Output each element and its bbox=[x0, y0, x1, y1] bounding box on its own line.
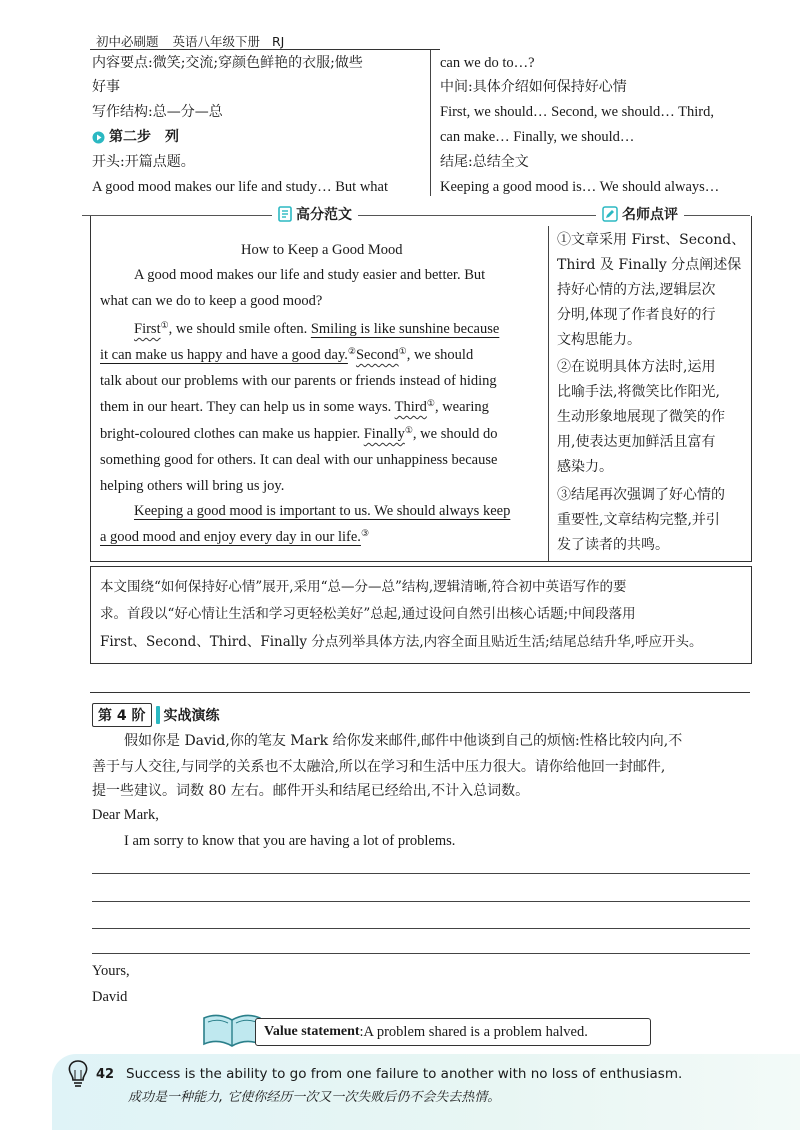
essay-line: what can we do to keep a good mood? bbox=[100, 293, 323, 309]
highlighted-sentence: a good mood and enjoy every day in our life. bbox=[100, 529, 361, 545]
header-edition: RJ bbox=[272, 34, 285, 49]
prompt-line: 假如你是 David,你的笔友 Mark 给你发来邮件,邮件中他谈到自己的烦恼:性格比较内向,不 bbox=[124, 733, 683, 749]
outline-left-line: 内容要点:微笑;交流;穿颜色鲜艳的衣服;做些 bbox=[92, 55, 363, 71]
practice-heading bbox=[92, 703, 220, 727]
sample-banner-label: 高分范文 bbox=[296, 207, 352, 223]
value-statement bbox=[255, 1018, 651, 1046]
value-text: :A problem shared is a problem halved. bbox=[359, 1023, 588, 1040]
essay-line bbox=[100, 528, 369, 546]
email-signature: David bbox=[92, 989, 128, 1005]
comment-line: 生动形象地展现了微笑的作 bbox=[557, 409, 725, 425]
essay-line bbox=[134, 502, 510, 520]
prompt-line: 提一些建议。词数 80 左右。邮件开头和结尾已经给出,不计入总词数。 bbox=[92, 783, 530, 799]
comment-banner bbox=[596, 204, 684, 224]
comment-line: 用,使表达更加鲜活且富有 bbox=[557, 434, 716, 450]
comment-line: 文构思能力。 bbox=[557, 332, 641, 348]
step-label: 第二步 列 bbox=[109, 129, 179, 145]
comment-line: 重要性,文章结构完整,并引 bbox=[557, 512, 720, 528]
essay-line: helping others will bring us joy. bbox=[100, 478, 285, 494]
footer-quote-chinese: 成功是一种能力, 它使你经历一次又一次失败后仍不会失去热情。 bbox=[128, 1090, 501, 1105]
comment-line: ②在说明具体方法时,运用 bbox=[557, 359, 716, 375]
comment-marker: ① bbox=[160, 320, 169, 330]
comment-marker: ① bbox=[398, 346, 407, 356]
transition-word: Third bbox=[394, 399, 427, 415]
highlighted-sentence: Keeping a good mood is important to us. We should always keep bbox=[134, 503, 511, 519]
practice-rule bbox=[90, 692, 750, 693]
outline-column-divider bbox=[430, 50, 431, 196]
outline-right-line: 中间:具体介绍如何保持好心情 bbox=[440, 79, 627, 95]
summary-line: First、Second、Third、Finally 分点列举具体方法,内容全面且贴近生活;结尾总结升华,呼应开头。 bbox=[100, 634, 703, 650]
outline-right-line: can make… Finally, we should… bbox=[440, 129, 635, 145]
essay-comment-divider bbox=[548, 226, 549, 561]
comment-marker: ② bbox=[347, 346, 356, 356]
transition-word: Finally bbox=[363, 426, 405, 442]
essay-text: , we should smile often. bbox=[168, 321, 311, 337]
essay-line: talk about our problems with our parents or friends instead of hiding bbox=[100, 373, 497, 389]
comment-marker: ③ bbox=[360, 528, 370, 538]
email-opening: I am sorry to know that you are having a lot of problems. bbox=[124, 833, 456, 849]
outline-right-line: First, we should… Second, we should… Third, bbox=[440, 104, 715, 120]
header-rule bbox=[90, 49, 440, 50]
outline-right-line: can we do to…? bbox=[440, 55, 535, 71]
essay-line: something good for others. It can deal with our unhappiness because bbox=[100, 452, 498, 468]
outline-left-line: 开头:开篇点题。 bbox=[92, 154, 195, 170]
answer-line[interactable] bbox=[92, 953, 750, 954]
essay-line bbox=[134, 320, 499, 338]
highlighted-sentence: it can make us happy and have a good day. bbox=[100, 347, 348, 363]
email-greeting: Dear Mark, bbox=[92, 807, 159, 823]
outline-left-line: 好事 bbox=[92, 79, 120, 95]
comment-marker: ① bbox=[426, 398, 435, 408]
running-header bbox=[96, 32, 284, 50]
prompt-line: 善于与人交往,与同学的关系也不太融洽,所以在学习和生活中压力很大。请你给他回一封邮件, bbox=[92, 759, 666, 775]
outline-left-line: A good mood makes our life and study… But what bbox=[92, 179, 389, 195]
comment-line: ③结尾再次强调了好心情的 bbox=[557, 487, 725, 503]
outline-right-line: 结尾:总结全文 bbox=[440, 154, 529, 170]
comment-banner-label: 名师点评 bbox=[622, 207, 678, 223]
email-closing: Yours, bbox=[92, 963, 130, 979]
summary-line: 求。首段以“好心情让生活和学习更轻松美好”总起,通过设问自然引出核心话题;中间段落用 bbox=[100, 606, 636, 622]
essay-text: , we should do bbox=[412, 426, 498, 442]
essay-line bbox=[100, 398, 489, 416]
comment-marker: ① bbox=[404, 425, 413, 435]
answer-line[interactable] bbox=[92, 901, 750, 902]
answer-line[interactable] bbox=[92, 928, 750, 929]
essay-line bbox=[100, 425, 498, 443]
essay-text: bright-coloured clothes can make us happier. bbox=[100, 426, 364, 442]
comment-line: ①文章采用 First、Second、 bbox=[557, 232, 746, 248]
play-circle-icon bbox=[92, 131, 105, 144]
practice-title: 实战演练 bbox=[163, 708, 220, 724]
comment-line: 发了读者的共鸣。 bbox=[557, 537, 669, 553]
accent-bar bbox=[156, 706, 160, 724]
step-heading bbox=[92, 128, 179, 146]
value-label: Value statement bbox=[264, 1024, 360, 1039]
outline-left-line: 写作结构:总—分—总 bbox=[92, 104, 223, 120]
sample-banner bbox=[272, 204, 358, 224]
outline-right-line: Keeping a good mood is… We should always… bbox=[440, 179, 720, 195]
transition-word: First bbox=[134, 321, 161, 337]
document-icon bbox=[278, 206, 292, 222]
essay-line bbox=[100, 346, 473, 364]
answer-line[interactable] bbox=[92, 873, 750, 874]
comment-line: Third 及 Finally 分点阐述保 bbox=[557, 257, 742, 273]
summary-line: 本文围绕“如何保持好心情”展开,采用“总—分—总”结构,逻辑清晰,符合初中英语写作的要 bbox=[100, 579, 627, 595]
header-subject: 英语八年级下册 bbox=[172, 34, 261, 49]
essay-text: , we should bbox=[406, 347, 474, 363]
highlighted-sentence: Smiling is like sunshine because bbox=[310, 321, 500, 337]
comment-line: 比喻手法,将微笑比作阳光, bbox=[557, 384, 720, 400]
essay-text: , wearing bbox=[434, 399, 489, 415]
essay-title: How to Keep a Good Mood bbox=[241, 242, 403, 258]
transition-word: Second bbox=[355, 347, 399, 363]
header-book: 初中必刷题 bbox=[96, 34, 159, 49]
comment-line: 持好心情的方法,逻辑层次 bbox=[557, 282, 716, 298]
practice-stage: 第 4 阶 bbox=[92, 703, 152, 727]
essay-line: A good mood makes our life and study easier and better. But bbox=[134, 267, 486, 283]
essay-text: them in our heart. They can help us in some ways. bbox=[100, 399, 395, 415]
comment-line: 感染力。 bbox=[557, 459, 613, 475]
footer-quote-english: Success is the ability to go from one failure to another with no loss of enthusiasm. bbox=[126, 1066, 683, 1082]
lightbulb-icon bbox=[64, 1058, 92, 1088]
comment-line: 分明,体现了作者良好的行 bbox=[557, 307, 716, 323]
pencil-icon bbox=[602, 206, 618, 222]
page-number: 42 bbox=[96, 1067, 115, 1082]
